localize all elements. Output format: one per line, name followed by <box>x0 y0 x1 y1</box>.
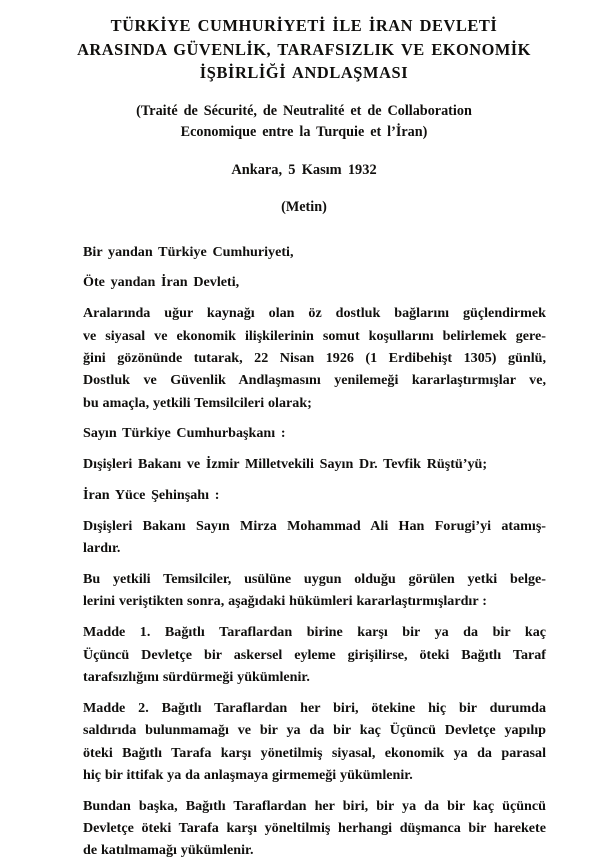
body-paragraph-turkish-president-heading <box>62 422 546 444</box>
document-section-label: (Metin) <box>281 198 327 215</box>
body-line: ğini gözönünde tutarak, 22 Nisan 1926 (1 Erdibehişt 1305) günlü, <box>83 349 546 366</box>
document-date-place: Ankara, 5 Kasım 1932 <box>231 161 377 178</box>
body-paragraph-iranian-shah-heading <box>62 484 546 506</box>
body-line: lardır. <box>83 540 121 557</box>
body-line: bu amaçla, yetkili Temsilcileri olarak; <box>83 394 312 411</box>
subtitle-line-1: (Traité de Sécurité, de Neutralité et de Collaboration <box>136 102 472 119</box>
body-line: saldırıda bulunmamağı ve bir ya da bir kaç Üçüncü Devletçe yapılıp <box>83 722 546 739</box>
body-line: Madde 2. Bağıtlı Taraflardan her biri, ötekine hiç bir durumda <box>83 699 546 716</box>
body-paragraph-turkish-plenipotentiary <box>62 453 546 475</box>
body-line: tarafsızlığını sürdürmeği yükümlenir. <box>83 669 310 685</box>
subtitle-line-2: Economique entre la Turquie et l’İran) <box>180 123 428 140</box>
body-line: hiç bir ittifak ya da anlaşmaya girmemeği yükümlenir. <box>83 766 413 783</box>
body-line: Bir yandan Türkiye Cumhuriyeti, <box>83 243 294 260</box>
body-paragraph-iranian-plenipotentiary <box>62 515 546 560</box>
body-paragraph-preamble-party-2 <box>62 271 546 293</box>
body-line: Devletçe öteki Tarafa karşı yöneltilmiş herhangi düşmanca bir harekete <box>83 820 546 837</box>
document-content <box>62 14 546 862</box>
document-subtitle-french <box>62 101 546 143</box>
body-line: lerini veriştikten sonra, aşağıdaki hükümleri kararlaştırmışlardır : <box>83 593 487 610</box>
body-line: Bu yetkili Temsilciler, usülüne uygun olduğu görülen yetki belge- <box>83 571 546 588</box>
body-line: de katılmamağı yükümlenir. <box>83 842 254 859</box>
body-line: Öte yandan İran Devleti, <box>83 274 240 291</box>
body-line: Üçüncü Devletçe bir askersel eyleme girişilirse, öteki Bağıtlı Taraf <box>83 646 546 663</box>
document-body <box>62 241 546 862</box>
body-paragraph-article-1 <box>62 621 546 688</box>
body-line: Dışişleri Bakanı Sayın Mirza Mohammad Ali Han Forugi’yi atamış- <box>83 517 546 534</box>
body-line: İran Yüce Şehinşahı : <box>83 487 220 504</box>
body-paragraph-article-2 <box>62 697 546 786</box>
body-line: Sayın Türkiye Cumhurbaşkanı : <box>83 425 286 442</box>
body-line: öteki Bağıtlı Tarafa karşı yönetilmiş siyasal, ekonomik ya da parasal <box>83 744 546 761</box>
body-paragraph-article-2-additional <box>62 795 546 862</box>
body-line: Dışişleri Bakanı ve İzmir Milletvekili Sayın Dr. Tevfik Rüştü’yü; <box>83 456 488 473</box>
title-line-3: İŞBİRLİĞİ ANDLAŞMASI <box>199 63 409 82</box>
body-line: Madde 1. Bağıtlı Taraflardan birine karşı bir ya da bir kaç <box>83 624 546 641</box>
title-line-1: TÜRKİYE CUMHURİYETİ İLE İRAN DEVLETİ <box>110 16 498 35</box>
document-title <box>62 14 546 85</box>
body-paragraph-preamble-party-1 <box>62 241 546 263</box>
body-line: Dostluk ve Güvenlik Andlaşmasını yenilemeği kararlaştırmışlar ve, <box>83 372 546 389</box>
body-line: Aralarında uğur kaynağı olan öz dostluk bağlarını güçlendirmek <box>83 305 546 322</box>
title-line-2: ARASINDA GÜVENLİK, TARAFSIZLIK VE EKONOMİK <box>77 39 531 59</box>
body-paragraph-credentials <box>62 568 546 613</box>
body-line: ve siyasal ve ekonomik ilişkilerinin somut koşullarını belirlemek gere- <box>83 327 546 344</box>
body-paragraph-preamble-recital <box>62 302 546 414</box>
body-line: Bundan başka, Bağıtlı Taraflardan her biri, bir ya da bir kaç üçüncü <box>83 797 546 814</box>
